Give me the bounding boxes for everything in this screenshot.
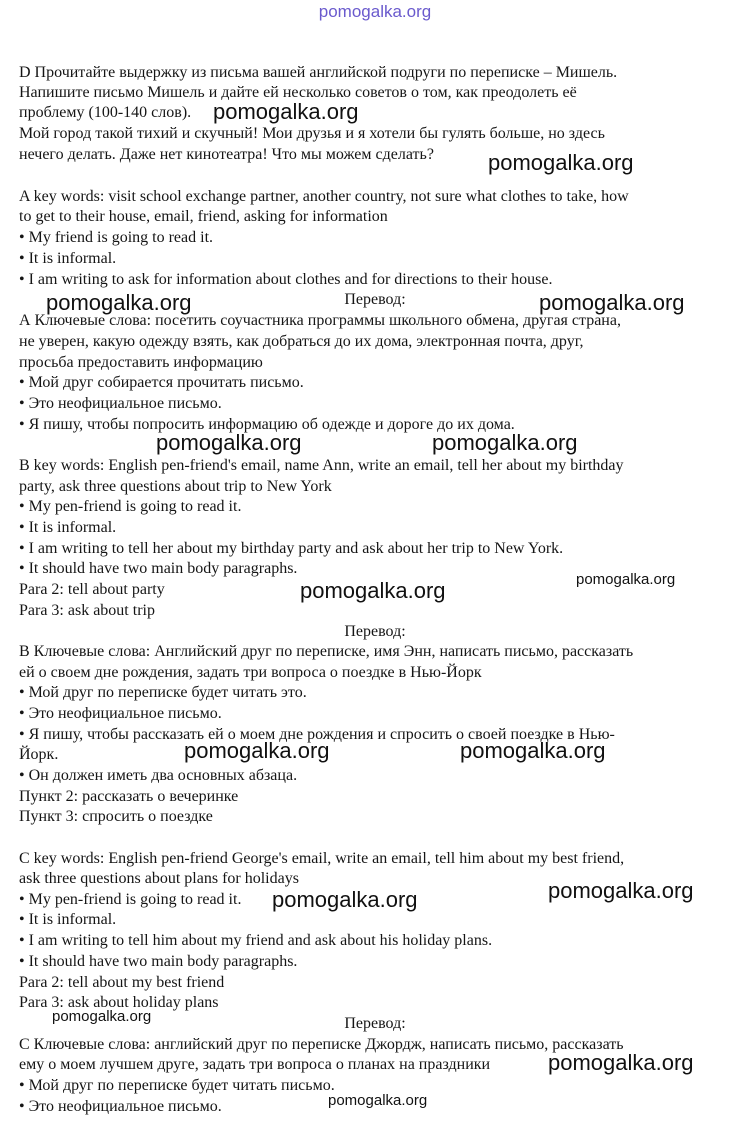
text-line: ask three questions about plans for holidays (19, 870, 299, 887)
watermark-text: pomogalka.org (432, 430, 578, 455)
text-line: party, ask three questions about trip to New York (19, 478, 332, 495)
text-line: to get to their house, email, friend, asking for information (19, 208, 388, 225)
watermark-text: pomogalka.org (460, 738, 606, 763)
text-line: Para 2: tell about party (19, 581, 165, 598)
watermark-text: pomogalka.org (488, 150, 634, 175)
text-line: нечего делать. Даже нет кинотеатра! Что мы можем сделать? (19, 146, 434, 163)
text-line: A key words: visit school exchange partner, another country, not sure what clothes to take, how (19, 188, 629, 205)
translation-label: Перевод: (344, 623, 406, 640)
text-line: C key words: English pen-friend George's email, write an email, tell him about my best friend, (19, 850, 625, 867)
text-line: B key words: English pen-friend's email, name Ann, write an email, tell her about my birthday (19, 457, 624, 474)
text-line: Йорк. (19, 746, 59, 763)
bullet-item: • I am writing to ask for information about clothes and for directions to their house. (19, 271, 553, 288)
bullet-item: • Мой друг по переписке будет читать это. (19, 684, 307, 701)
bullet-item: • I am writing to tell her about my birthday party and ask about her trip to New York. (19, 540, 564, 557)
bullet-item: • It is informal. (19, 519, 117, 536)
text-line: проблему (100-140 слов). (19, 104, 192, 121)
text-line: Пункт 2: рассказать о вечеринке (19, 788, 239, 805)
bullet-item: • Мой друг по переписке будет читать письмо. (19, 1077, 335, 1094)
bullet-item: • My pen-friend is going to read it. (19, 498, 242, 515)
text-line: не уверен, какую одежду взять, как добраться до их дома, электронная почта, друг, (19, 333, 584, 350)
text-line: Напишите письмо Мишель и дайте ей несколько советов о том, как преодолеть её (19, 84, 577, 101)
watermark-top[interactable]: pomogalka.org (318, 2, 432, 21)
bullet-item: • Он должен иметь два основных абзаца. (19, 767, 298, 784)
watermark-text: pomogalka.org (576, 571, 676, 588)
watermark-text: pomogalka.org (156, 430, 302, 455)
text-line: Para 2: tell about my best friend (19, 974, 225, 991)
text-line: Пункт 3: спросить о поездке (19, 808, 213, 825)
text-line: Para 3: ask about trip (19, 602, 155, 619)
watermark-text: pomogalka.org (272, 887, 418, 912)
bullet-item: • Я пишу, чтобы попросить информацию об одежде и дороге до их дома. (19, 416, 515, 433)
bullet-item: • Это неофициальное письмо. (19, 395, 222, 412)
bullet-item: • Мой друг собирается прочитать письмо. (19, 374, 304, 391)
watermark-text: pomogalka.org (548, 1050, 694, 1075)
watermark-text: pomogalka.org (328, 1092, 428, 1109)
watermark-text: pomogalka.org (46, 290, 192, 315)
text-line: С Ключевые слова: английский друг по переписке Джордж, написать письмо, рассказать (19, 1036, 624, 1053)
text-line: В Ключевые слова: Английский друг по переписке, имя Энн, написать письмо, рассказать (19, 643, 634, 660)
text-line: Para 3: ask about holiday plans (19, 994, 219, 1011)
text-line: ей о своем дне рождения, задать три вопроса о поездке в Нью-Йорк (19, 664, 482, 681)
bullet-item: • I am writing to tell him about my friend and ask about his holiday plans. (19, 932, 493, 949)
bullet-item: • It is informal. (19, 250, 117, 267)
text-line: D Прочитайте выдержку из письма вашей английской подруги по переписке – Мишель. (19, 64, 618, 81)
bullet-item: • My pen-friend is going to read it. (19, 891, 242, 908)
watermark-text: pomogalka.org (184, 738, 330, 763)
bullet-item: • Я пишу, чтобы рассказать ей о моем дне рождения и спросить о своей поездке в Нью- (19, 726, 615, 743)
text-line: просьба предоставить информацию (19, 354, 263, 371)
bullet-item: • Это неофициальное письмо. (19, 1098, 222, 1115)
watermark-text: pomogalka.org (548, 878, 694, 903)
watermark-text: pomogalka.org (52, 1008, 152, 1025)
text-line: ему о моем лучшем друге, задать три вопроса о планах на праздники (19, 1056, 491, 1073)
translation-label: Перевод: (344, 1015, 406, 1032)
text-line: Мой город такой тихий и скучный! Мои друзья и я хотели бы гулять больше, но здесь (19, 125, 605, 142)
bullet-item: • It should have two main body paragraphs. (19, 953, 298, 970)
watermark-text: pomogalka.org (539, 290, 685, 315)
text-line: А Ключевые слова: посетить соучастника программы школьного обмена, другая страна, (19, 312, 621, 329)
watermark-text: pomogalka.org (300, 578, 446, 603)
bullet-item: • Это неофициальное письмо. (19, 705, 222, 722)
watermark-text: pomogalka.org (213, 99, 359, 124)
bullet-item: • My friend is going to read it. (19, 229, 214, 246)
translation-label: Перевод: (344, 291, 406, 308)
bullet-item: • It should have two main body paragraphs. (19, 560, 298, 577)
bullet-item: • It is informal. (19, 911, 117, 928)
